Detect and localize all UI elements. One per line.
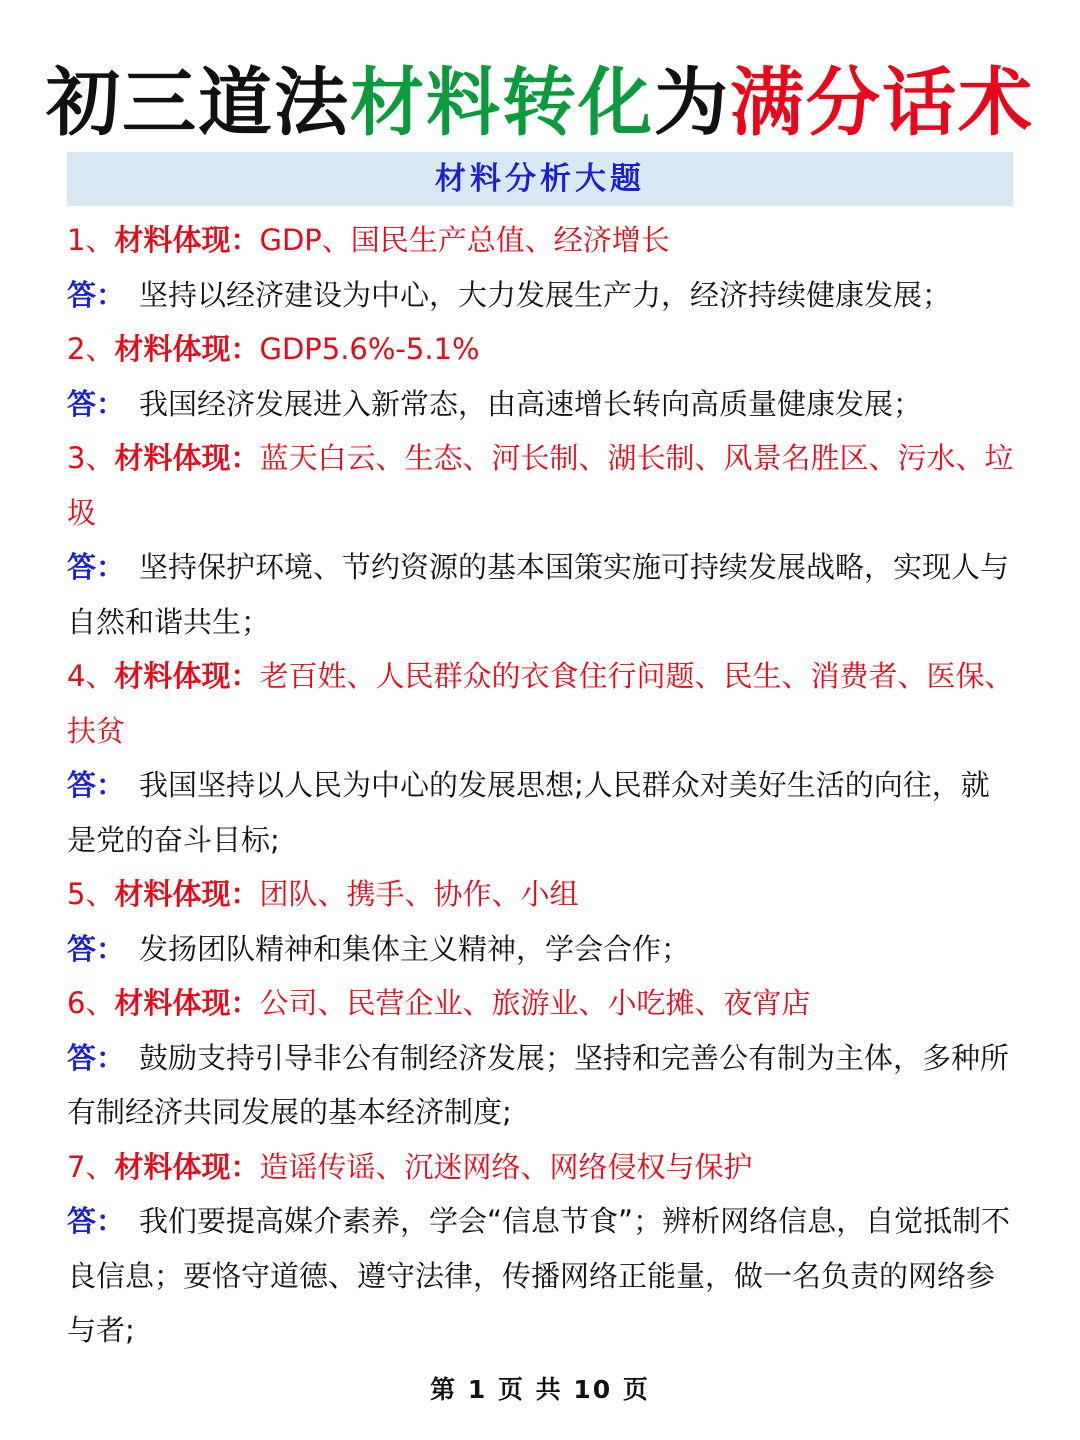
answer-label: 答：: [67, 1040, 126, 1075]
material-label: 材料体现：: [114, 877, 260, 911]
material-text: 蓝天白云、生态、河长制、湖长制、风景名胜区、污水、垃圾: [67, 441, 1014, 530]
answer-line-6: [67, 1031, 1017, 1140]
material-line-4: [67, 649, 1017, 758]
answer-text: 坚持保护环境、节约资源的基本国策实施可持续发展战略，实现人与自然和谐共生；: [67, 550, 1010, 639]
title-part-1: 初三道法: [46, 60, 350, 146]
item-number: 5、: [67, 877, 115, 911]
material-label: 材料体现：: [114, 223, 260, 257]
answer-line-4: [67, 758, 1017, 867]
answer-label: 答：: [67, 768, 126, 802]
page-footer: 第 1 页 共 10 页: [430, 1375, 650, 1404]
item-number: 3、: [67, 441, 115, 475]
material-line-2: [67, 322, 1017, 377]
answer-line-2: [67, 377, 1017, 432]
item-number: 1、: [67, 223, 115, 257]
material-text: 老百姓、人民群众的衣食住行问题、民生、消费者、医保、扶贫: [67, 659, 1014, 748]
answer-line-7: [67, 1194, 1017, 1358]
answer-text: 发扬团队精神和集体主义精神，学会合作；: [139, 931, 691, 966]
answer-label: 答：: [67, 277, 126, 312]
answer-label: 答：: [67, 386, 126, 421]
answer-text: 坚持以经济建设为中心，大力发展生产力，经济持续健康发展；: [139, 277, 952, 312]
material-line-3: [67, 431, 1017, 540]
item-number: 2、: [67, 332, 115, 366]
answer-label: 答：: [67, 931, 126, 966]
material-label: 材料体现：: [114, 332, 260, 366]
answer-label: 答：: [67, 1204, 126, 1238]
material-label: 材料体现：: [114, 659, 260, 693]
answer-text: 我国坚持以人民为中心的发展思想;人民群众对美好生活的向往，就是党的奋斗目标;: [67, 768, 990, 857]
item-number: 4、: [67, 659, 115, 693]
material-line-6: [67, 976, 1017, 1031]
page-title: [0, 58, 1080, 148]
material-text: 团队、携手、协作、小组: [259, 877, 579, 911]
material-line-5: [67, 867, 1017, 922]
title-part-3: 为: [654, 60, 730, 146]
answer-line-5: [67, 922, 1017, 977]
material-text: GDP5.6%-5.1%: [259, 332, 480, 366]
item-number: 6、: [67, 986, 115, 1020]
answer-line-1: [67, 268, 1017, 323]
material-label: 材料体现：: [114, 441, 260, 475]
answer-line-3: [67, 540, 1017, 649]
material-text: 造谣传谣、沉迷网络、网络侵权与保护: [259, 1149, 753, 1184]
material-line-1: [67, 213, 1017, 268]
material-text: GDP、国民生产总值、经济增长: [259, 223, 670, 257]
answer-text: 鼓励支持引导非公有制经济发展；坚持和完善公有制为主体，多种所有制经济共同发展的基本经济制度;: [67, 1040, 1010, 1129]
material-label: 材料体现：: [114, 1149, 260, 1184]
item-number: 7、: [67, 1149, 115, 1184]
material-text: 公司、民营企业、旅游业、小吃摊、夜宵店: [259, 986, 811, 1020]
title-part-2: 材料转化: [350, 60, 654, 146]
qa-list: [67, 213, 1017, 1358]
answer-label: 答：: [67, 550, 126, 584]
answer-text: 我们要提高媒介素养，学会“信息节食”；辨析网络信息，自觉抵制不良信息；要恪守道德、遵守法律，传播网络正能量，做一名负责的网络参与者;: [67, 1204, 1011, 1347]
material-line-7: [67, 1140, 1017, 1195]
section-header: 材料分析大题: [67, 152, 1013, 206]
material-label: 材料体现：: [114, 986, 260, 1020]
answer-text: 我国经济发展进入新常态，由高速增长转向高质量健康发展；: [139, 386, 923, 421]
title-part-4: 满分话术: [730, 60, 1034, 146]
